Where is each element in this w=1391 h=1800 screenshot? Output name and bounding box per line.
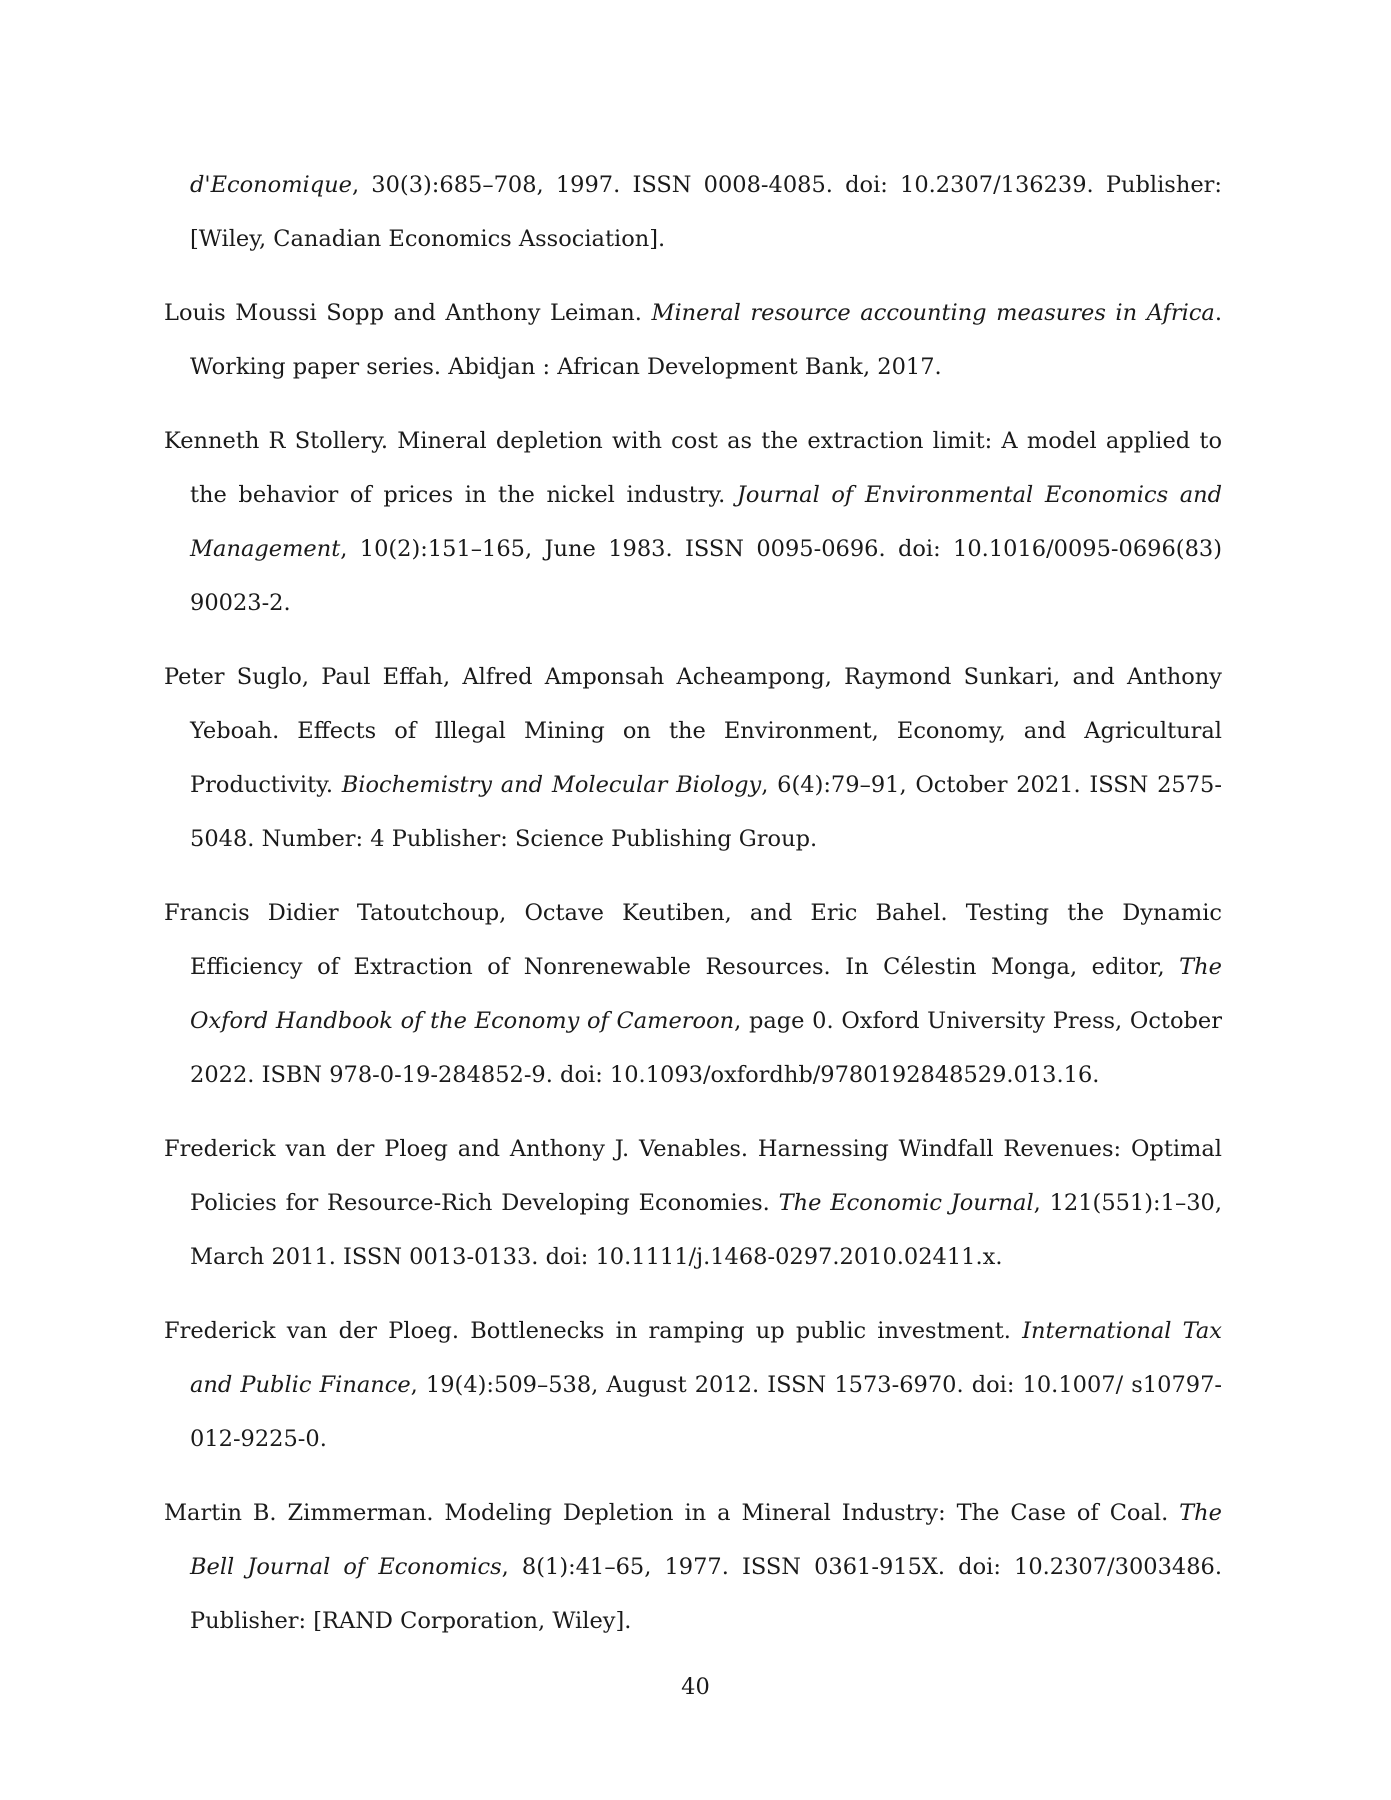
reference-entry bbox=[164, 1304, 1222, 1466]
reference-list bbox=[164, 158, 1222, 1668]
reference-text: , 121(551):1–30, March 2011. ISSN 0013-0133. doi: 10.1111/j.1468-0297.2010.02411.x. bbox=[190, 1190, 1222, 1270]
reference-text: Francis Didier Tatoutchoup, Octave Keutiben, and Eric Bahel. Testing the Dynamic Efficiency of Extraction of Nonrenewable Resources. In Célestin Monga, editor, bbox=[164, 900, 1222, 980]
reference-text: Kenneth R Stollery. Mineral depletion with cost as the extraction limit: A model applied to the behavior of prices in the nickel industry. bbox=[164, 428, 1222, 508]
reference-title: Mineral resource accounting measures in Africa bbox=[651, 300, 1215, 326]
reference-text: , 10(2):151–165, June 1983. ISSN 0095-0696. doi: 10.1016/0095-0696(83) 90023-2. bbox=[190, 536, 1222, 616]
reference-title: The Economic Journal bbox=[778, 1190, 1034, 1216]
reference-text: . Working paper series. Abidjan : African Development Bank, 2017. bbox=[190, 300, 1222, 380]
reference-title: Biochemistry and Molecular Biology bbox=[341, 772, 762, 798]
reference-entry bbox=[164, 650, 1222, 866]
reference-entry bbox=[164, 414, 1222, 630]
reference-entry bbox=[164, 1122, 1222, 1284]
reference-title: The Bell Journal of Economics bbox=[190, 1500, 1222, 1580]
reference-entry bbox=[164, 286, 1222, 394]
reference-title: International Tax and Public Finance bbox=[190, 1318, 1222, 1398]
reference-text: , 8(1):41–65, 1977. ISSN 0361-915X. doi: 10.2307/3003486. Publisher: [RAND Corporation, Wiley]. bbox=[190, 1554, 1222, 1634]
reference-text: Peter Suglo, Paul Effah, Alfred Amponsah Acheampong, Raymond Sunkari, and Anthony Yeboah. Effects of Illegal Mining on the Environment, Economy, and Agricultural Productivity. bbox=[164, 664, 1222, 798]
page-number: 40 bbox=[681, 1674, 710, 1700]
reference-text: Louis Moussi Sopp and Anthony Leiman. bbox=[164, 300, 652, 326]
reference-text: Frederick van der Ploeg and Anthony J. Venables. Harnessing Windfall Revenues: Optimal Policies for Resource-Rich Developing Economies. bbox=[164, 1136, 1222, 1216]
reference-title: Journal of Environmental Economics and Management bbox=[190, 482, 1223, 562]
reference-title: d'Economique bbox=[190, 172, 352, 198]
reference-text: Frederick van der Ploeg. Bottlenecks in ramping up public investment. bbox=[164, 1318, 1023, 1344]
reference-text: Martin B. Zimmerman. Modeling Depletion in a Mineral Industry: The Case of Coal. bbox=[164, 1500, 1180, 1526]
reference-text: , 30(3):685–708, 1997. ISSN 0008-4085. doi: 10.2307/136239. Publisher: [Wiley, Canadian Economics Association]. bbox=[190, 172, 1222, 252]
reference-text: , page 0. Oxford University Press, October 2022. ISBN 978-0-19-284852-9. doi: 10.1093/oxfordhb/9780192848529.013.16. bbox=[190, 1008, 1222, 1088]
reference-text: , 6(4):79–91, October 2021. ISSN 2575-5048. Number: 4 Publisher: Science Publishing Group. bbox=[190, 772, 1222, 852]
reference-text: , 19(4):509–538, August 2012. ISSN 1573-6970. doi: 10.1007/ s10797-012-9225-0. bbox=[190, 1372, 1222, 1452]
reference-entry bbox=[164, 158, 1222, 266]
reference-title: The Oxford Handbook of the Economy of Cameroon bbox=[190, 954, 1222, 1034]
reference-entry bbox=[164, 886, 1222, 1102]
reference-entry bbox=[164, 1486, 1222, 1648]
